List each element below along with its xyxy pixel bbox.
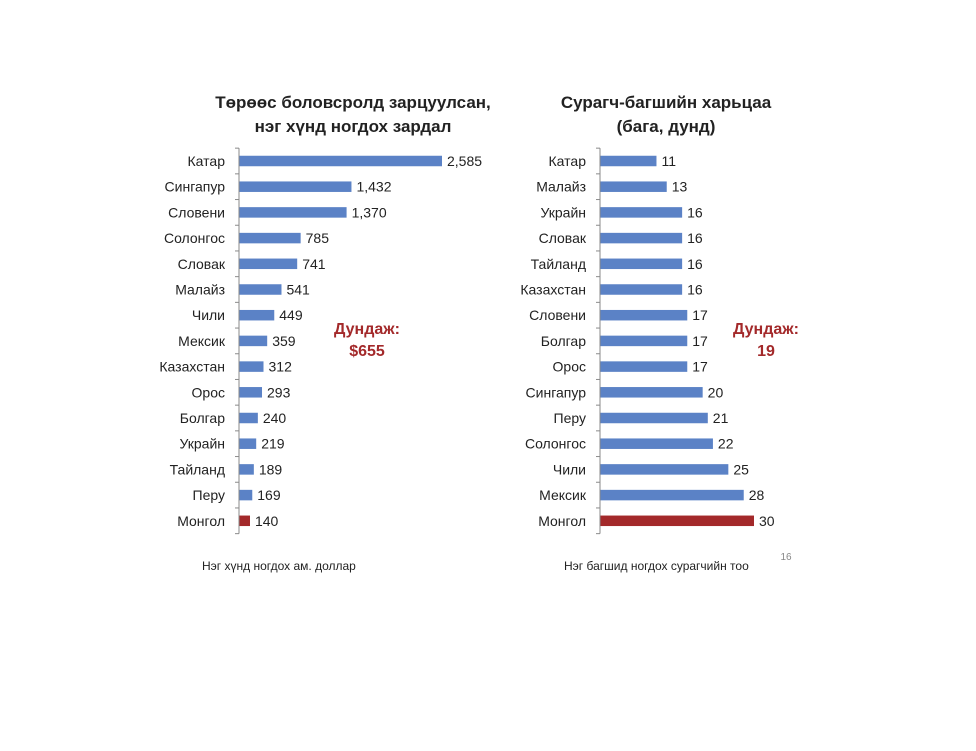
page-number: 16 [780, 552, 792, 563]
chart-title-line: Сурагч-багшийн харьцаа [560, 93, 772, 112]
bar [239, 413, 258, 424]
category-label: Монгол [538, 512, 586, 529]
bar [239, 310, 274, 321]
average-annotation: Дундаж: [334, 321, 400, 338]
category-label: Перу [553, 410, 586, 426]
category-label: Малайз [175, 281, 225, 298]
bar [600, 310, 687, 321]
category-label: Солонгос [163, 230, 225, 247]
value-label: 541 [286, 281, 310, 298]
student-teacher-ratio-chart [520, 93, 799, 573]
bar [239, 156, 442, 167]
category-label: Чили [191, 307, 225, 324]
bar [600, 181, 667, 192]
value-label: 16 [687, 204, 703, 221]
value-label: 16 [687, 255, 703, 272]
category-label: Солонгос [524, 435, 586, 452]
value-label: 21 [712, 410, 729, 426]
average-annotation: Дундаж: [733, 321, 799, 338]
category-label: Перу [192, 487, 225, 504]
value-label: 240 [262, 410, 287, 426]
bar [600, 464, 728, 475]
category-label: Мексик [539, 487, 586, 504]
value-label: 359 [272, 332, 296, 349]
bar [239, 284, 281, 295]
category-label: Казахстан [159, 358, 225, 375]
category-label: Тайланд [169, 461, 225, 478]
value-label: 30 [759, 512, 775, 529]
category-label: Украйн [540, 204, 586, 221]
bar [600, 156, 656, 167]
value-label: 785 [305, 230, 330, 247]
bar [239, 490, 252, 501]
value-label: 17 [692, 332, 708, 349]
chart-title-line: нэг хүнд ногдох зардал [254, 117, 452, 136]
category-label: Катар [548, 153, 586, 169]
value-label: 449 [279, 307, 303, 324]
bar [600, 438, 713, 449]
category-label: Украйн [179, 435, 225, 452]
x-axis-label: Нэг хүнд ногдох ам. доллар [202, 559, 356, 573]
bar [239, 438, 256, 449]
value-label: 1,370 [351, 204, 387, 221]
average-annotation: 19 [757, 343, 775, 360]
bar [600, 284, 682, 295]
category-label: Словени [168, 204, 225, 221]
bar [600, 361, 687, 372]
category-label: Чили [552, 461, 586, 478]
value-label: 312 [268, 358, 292, 375]
value-label: 17 [692, 307, 708, 324]
value-label: 11 [661, 153, 677, 169]
x-axis-label: Нэг багшид ногдох сурагчийн тоо [564, 559, 749, 573]
category-label: Тайланд [530, 255, 586, 272]
chart-title-line: Төрөөс боловсролд зарцуулсан, [215, 93, 491, 112]
category-label: Болгар [179, 410, 225, 426]
category-label: Сингапур [164, 178, 225, 195]
value-label: 293 [267, 384, 291, 401]
value-label: 2,585 [447, 153, 483, 169]
bar [239, 387, 262, 398]
category-label: Орос [552, 358, 586, 375]
value-label: 16 [687, 230, 703, 247]
value-label: 17 [692, 358, 708, 375]
value-label: 189 [258, 461, 283, 478]
bar [600, 233, 682, 244]
category-label: Словак [177, 255, 225, 272]
category-label: Болгар [540, 332, 586, 349]
category-label: Словак [538, 230, 586, 247]
bar [600, 413, 708, 424]
highlight-bar [239, 516, 250, 527]
bar [239, 336, 267, 347]
value-label: 16 [687, 281, 703, 298]
bar [239, 259, 297, 270]
bar [600, 336, 687, 347]
category-label: Сингапур [525, 384, 586, 401]
value-label: 219 [261, 435, 285, 452]
bar [239, 464, 254, 475]
value-label: 28 [748, 487, 765, 504]
category-label: Катар [187, 153, 225, 169]
value-label: 25 [733, 461, 749, 478]
value-label: 1,432 [356, 178, 392, 195]
bar [600, 207, 682, 218]
value-label: 140 [254, 512, 279, 529]
chart-title-line: (бага, дунд) [616, 117, 716, 136]
value-label: 13 [671, 178, 688, 195]
average-annotation: $655 [349, 343, 385, 360]
category-label: Мексик [178, 332, 225, 349]
highlight-bar [600, 516, 754, 527]
value-label: 169 [257, 487, 281, 504]
value-label: 22 [717, 435, 734, 452]
category-label: Казахстан [520, 281, 586, 298]
bar [600, 387, 703, 398]
value-label: 20 [707, 384, 724, 401]
category-label: Малайз [536, 178, 586, 195]
category-label: Словени [529, 307, 586, 324]
bar [239, 207, 347, 218]
bar [239, 361, 264, 372]
category-label: Орос [191, 384, 225, 401]
bar [600, 259, 682, 270]
bar [600, 490, 744, 501]
bar [239, 233, 301, 244]
bar [239, 181, 351, 192]
category-label: Монгол [177, 512, 225, 529]
spending-per-capita-chart [159, 93, 490, 573]
value-label: 741 [302, 255, 326, 272]
